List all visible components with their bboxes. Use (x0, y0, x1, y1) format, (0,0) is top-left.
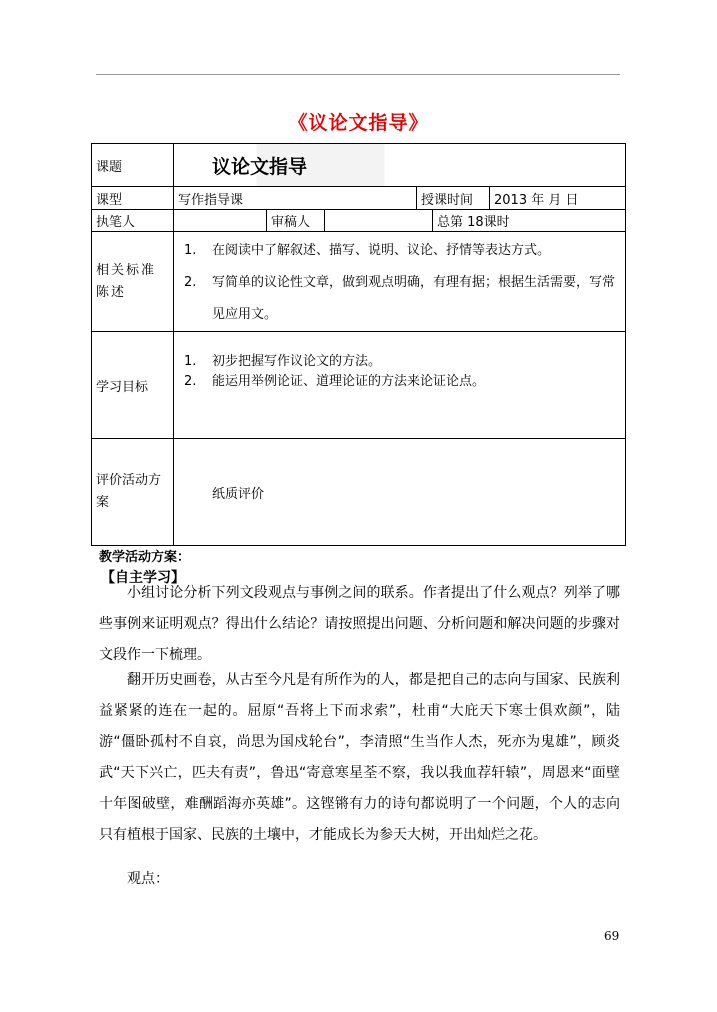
lesson-info-table (91, 143, 626, 546)
standard-text: 在阅读中了解叙述、描写、说明、议论、抒情等表达方式。 (212, 243, 551, 258)
author-value (174, 210, 267, 232)
goal-text: 能运用举例论证、道理论证的方法来论证论点。 (212, 374, 486, 389)
author-label: 执笔人 (92, 210, 174, 232)
header-rule (96, 74, 620, 75)
type-value: 写作指导课 (174, 187, 417, 210)
paragraph: 观点： (127, 871, 169, 887)
document-title: 《议论文指导》 (288, 112, 429, 134)
self-study-heading: 【自主学习】 (101, 570, 185, 586)
plan-heading: 教学活动方案： (99, 550, 191, 565)
list-item: 2. 能运用举例论证、道理论证的方法来论证论点。 (184, 374, 486, 389)
goal-text: 初步把握写作议论文的方法。 (212, 354, 382, 369)
list-item: 2. 写简单的议论性文章，做到观点明确，有理有据；根据生活需要，写常见应用文。 (184, 275, 616, 322)
eval-label: 评价活动方案 (92, 439, 174, 546)
total-lessons: 总第 18课时 (433, 210, 626, 232)
time-label: 授课时间 (417, 187, 490, 210)
standards-list (178, 235, 621, 331)
list-item: 1. 在阅读中了解叙述、描写、说明、议论、抒情等表达方式。 (184, 243, 551, 258)
page-number: 69 (604, 929, 620, 943)
eval-value: 纸质评价 (174, 439, 626, 546)
lesson-label: 课题 (92, 144, 174, 187)
goals-cell (174, 332, 626, 439)
paragraph: 小组讨论分析下列文段观点与事例之间的联系。作者提出了什么观点？列举了哪些事例来证明观点？得出什么结论？请按照提出问题、分析问题和解决问题的步骤对文段作一下梳理。 (99, 585, 620, 663)
standards-label: 相关标准陈述 (92, 232, 174, 332)
standards-cell (174, 232, 626, 332)
goals-label: 学习目标 (92, 332, 174, 439)
reviewer-label: 审稿人 (267, 210, 325, 232)
lesson-name: 议论文指导 (174, 144, 626, 187)
paragraph: 翻开历史画卷，从古至今凡是有所作为的人，都是把自己的志向与国家、民族利益紧紧的连在一起的。屈原“吾将上下而求索”，杜甫“大庇天下寒士俱欢颜”，陆游“僵卧孤村不自哀，尚思为国戍轮台”，李清照“生当作人杰，死亦为鬼雄”，顾炎武“天下兴亡，匹夫有责”，鲁迅“寄意寒星荃不察，我以我血荐轩辕”，周恩来“面壁十年图破壁，难酬蹈海亦英雄”。这铿锵有力的诗句都说明了一个问题，个人的志向只有植根于国家、民族的土壤中，才能成长为参天大树，开出灿烂之花。 (99, 672, 620, 843)
time-value: 2013 年 月 日 (490, 187, 626, 210)
type-label: 课型 (92, 187, 174, 210)
reviewer-value (325, 210, 433, 232)
list-item: 1. 初步把握写作议论文的方法。 (184, 354, 382, 369)
standard-text: 写简单的议论性文章，做到观点明确，有理有据；根据生活需要，写常见应用文。 (212, 275, 616, 322)
goals-list (178, 352, 621, 392)
